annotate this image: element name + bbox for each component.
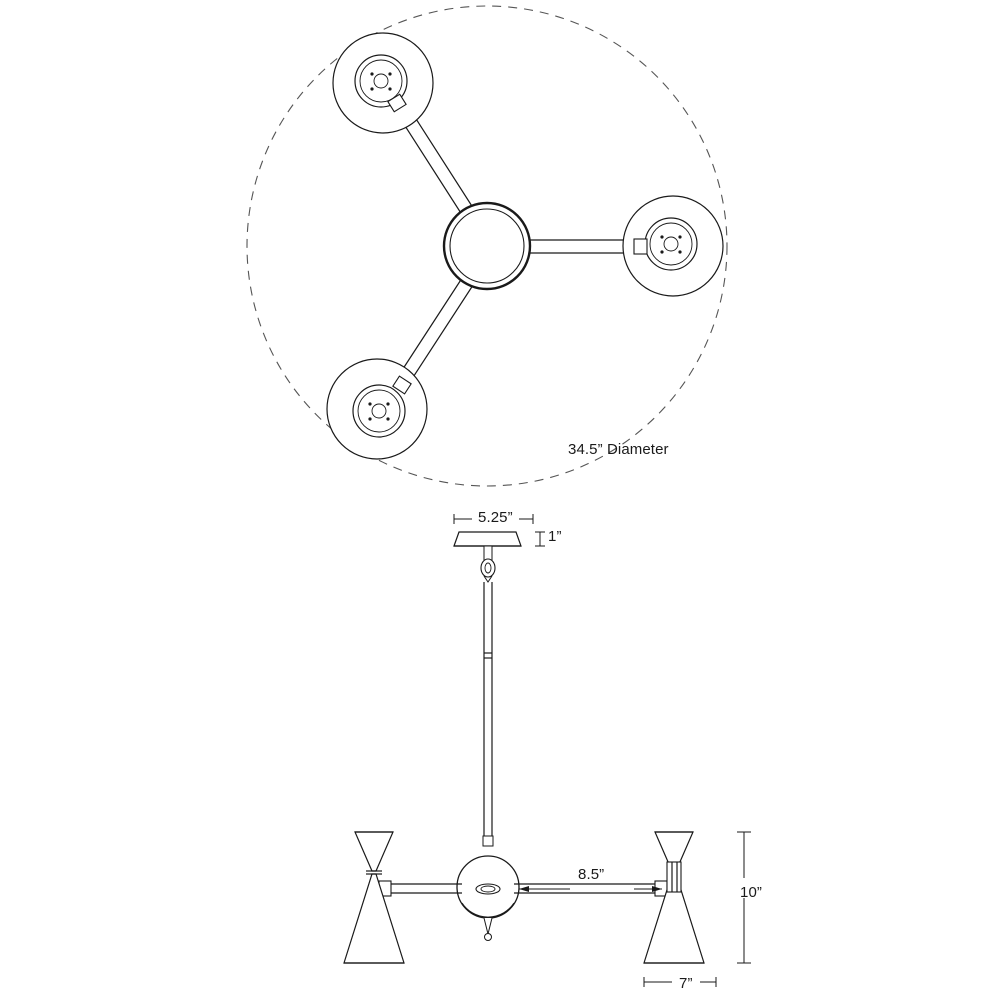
dimension-label-canopy-height: 1” [548, 528, 562, 545]
dimension-label-diameter: 34.5” Diameter [568, 441, 669, 458]
shade-right [623, 196, 723, 296]
arm-left [379, 881, 462, 896]
dimension-label-shade-width: 7” [679, 975, 693, 992]
canopy [454, 532, 521, 546]
shade-top-left [333, 33, 433, 133]
top-view [247, 6, 727, 486]
hub-inner [450, 209, 524, 283]
dimension-label-fixture-height: 10” [740, 884, 762, 901]
center-body [457, 856, 519, 941]
canopy-loop [481, 546, 495, 582]
stem [483, 582, 493, 846]
shade-right-elevation [644, 832, 704, 963]
shade-left-elevation [344, 832, 404, 963]
dimension-label-canopy-width: 5.25” [478, 509, 513, 526]
dim-arm-span [519, 886, 662, 892]
front-view [344, 514, 751, 987]
dim-canopy-height [535, 532, 545, 546]
dimension-label-arm-span: 8.5” [578, 866, 605, 883]
shade-bottom-left [327, 359, 427, 459]
